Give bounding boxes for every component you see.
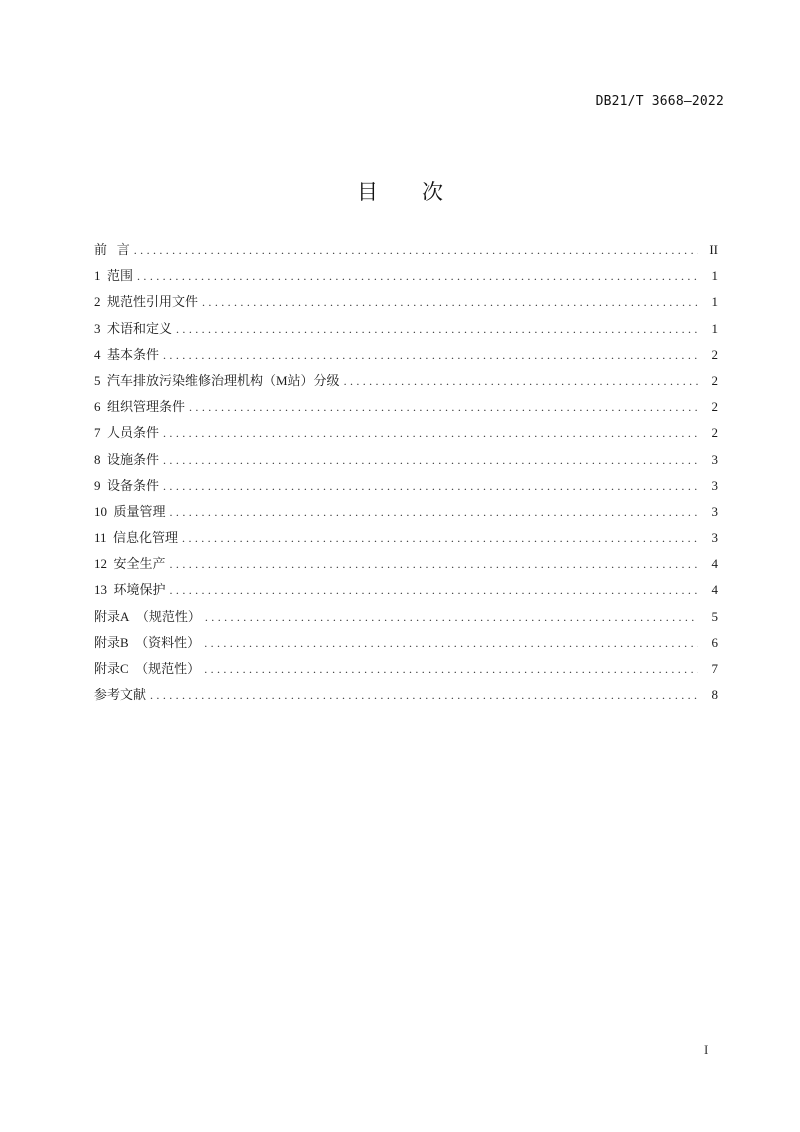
document-code: DB21/T 3668—2022 xyxy=(595,94,724,109)
toc-entry-label: 质量管理 xyxy=(113,503,166,519)
toc-entry-number: 13 xyxy=(94,582,107,598)
toc-entry-label: （资料性） xyxy=(135,634,201,650)
toc-entry-number: 附录B xyxy=(94,634,129,650)
toc-entry-page: 4 xyxy=(711,582,718,598)
toc-entry-number: 8 xyxy=(94,451,101,467)
page-number: I xyxy=(704,1042,709,1057)
dot-leader xyxy=(170,554,698,574)
dot-leader xyxy=(182,528,698,548)
toc-entry-page: 1 xyxy=(711,320,718,336)
toc-entry-label: （规范性） xyxy=(135,608,201,624)
toc-entry-label: 范围 xyxy=(107,268,134,284)
toc-entry-number: 附录A xyxy=(94,608,130,624)
dot-leader xyxy=(204,633,698,653)
dot-leader xyxy=(170,580,698,600)
toc-entry-page: 2 xyxy=(711,425,718,441)
toc-entry-number: 附录C xyxy=(94,661,129,676)
dot-leader xyxy=(163,345,698,365)
toc-entry-number: 2 xyxy=(94,294,101,310)
toc-entry[interactable] xyxy=(94,659,718,685)
dot-leader xyxy=(344,371,698,391)
toc-entry-number: 4 xyxy=(94,346,101,362)
toc-entry[interactable] xyxy=(94,345,718,371)
table-of-contents xyxy=(94,240,718,711)
toc-entry[interactable] xyxy=(94,476,718,502)
dot-leader xyxy=(176,319,698,339)
dot-leader xyxy=(189,397,698,417)
toc-entry-label: （规范性） xyxy=(135,661,201,676)
toc-entry[interactable] xyxy=(94,397,718,423)
toc-entry[interactable] xyxy=(94,450,718,476)
toc-entry[interactable] xyxy=(94,685,718,711)
toc-entry-label: 环境保护 xyxy=(113,582,166,598)
toc-entry-number: 6 xyxy=(94,399,101,415)
toc-entry[interactable] xyxy=(94,371,718,397)
toc-entry-number: 参考文献 xyxy=(94,687,147,703)
toc-entry[interactable] xyxy=(94,554,718,580)
toc-entry-page: 3 xyxy=(711,451,718,467)
toc-entry[interactable] xyxy=(94,240,718,266)
toc-entry-number: 3 xyxy=(94,320,101,336)
toc-entry-number: 10 xyxy=(94,503,107,519)
toc-entry-page: 6 xyxy=(711,634,718,650)
dot-leader xyxy=(202,292,698,312)
toc-entry[interactable] xyxy=(94,607,718,633)
toc-entry-page: II xyxy=(709,242,718,257)
toc-entry[interactable] xyxy=(94,528,718,554)
toc-entry-page: 3 xyxy=(711,503,718,519)
toc-entry-page: 5 xyxy=(711,608,718,624)
toc-entry[interactable] xyxy=(94,319,718,345)
toc-entry-label: 汽车排放污染维修治理机构（M站）分级 xyxy=(107,372,340,388)
dot-leader xyxy=(163,450,698,470)
dot-leader xyxy=(204,659,698,679)
toc-entry-label: 术语和定义 xyxy=(107,320,173,336)
dot-leader xyxy=(150,685,698,705)
toc-entry-number: 11 xyxy=(94,530,107,546)
toc-entry[interactable] xyxy=(94,423,718,449)
toc-entry-label: 信息化管理 xyxy=(113,530,179,546)
toc-entry-label: 安全生产 xyxy=(113,556,166,572)
toc-entry-page: 1 xyxy=(711,294,718,310)
toc-entry[interactable] xyxy=(94,292,718,318)
toc-entry-page: 7 xyxy=(711,661,718,676)
toc-entry-label: 人员条件 xyxy=(107,425,160,441)
dot-leader xyxy=(205,607,698,627)
toc-entry-page: 1 xyxy=(711,268,718,284)
toc-entry-page: 4 xyxy=(711,556,718,572)
page-title xyxy=(0,176,800,206)
dot-leader xyxy=(137,266,698,286)
dot-leader xyxy=(163,423,698,443)
dot-leader xyxy=(134,240,698,260)
toc-entry-page: 3 xyxy=(711,530,718,546)
toc-entry-number: 7 xyxy=(94,425,101,441)
toc-entry-page: 8 xyxy=(711,687,718,703)
toc-entry[interactable] xyxy=(94,633,718,659)
toc-entry-label: 设备条件 xyxy=(107,477,160,493)
title-char-1: 目 xyxy=(357,180,378,204)
toc-entry-page: 2 xyxy=(711,346,718,362)
toc-entry[interactable] xyxy=(94,580,718,606)
toc-entry-number: 前 xyxy=(94,242,108,257)
toc-entry-number: 5 xyxy=(94,372,101,388)
title-char-2: 次 xyxy=(422,180,443,204)
toc-entry-page: 2 xyxy=(711,372,718,388)
toc-entry-label: 设施条件 xyxy=(107,451,160,467)
toc-entry-number: 12 xyxy=(94,556,107,572)
toc-entry[interactable] xyxy=(94,266,718,292)
toc-entry-number: 9 xyxy=(94,477,101,493)
toc-entry-label: 组织管理条件 xyxy=(107,399,186,415)
toc-entry-number: 1 xyxy=(94,268,101,284)
toc-entry-label: 规范性引用文件 xyxy=(107,294,199,310)
dot-leader xyxy=(163,476,698,496)
dot-leader xyxy=(170,502,698,522)
toc-entry-gap xyxy=(107,240,117,260)
toc-entry-label: 言 xyxy=(116,242,130,257)
toc-entry-page: 2 xyxy=(711,399,718,415)
toc-entry-page: 3 xyxy=(711,477,718,493)
toc-entry[interactable] xyxy=(94,502,718,528)
toc-entry-label: 基本条件 xyxy=(107,346,160,362)
